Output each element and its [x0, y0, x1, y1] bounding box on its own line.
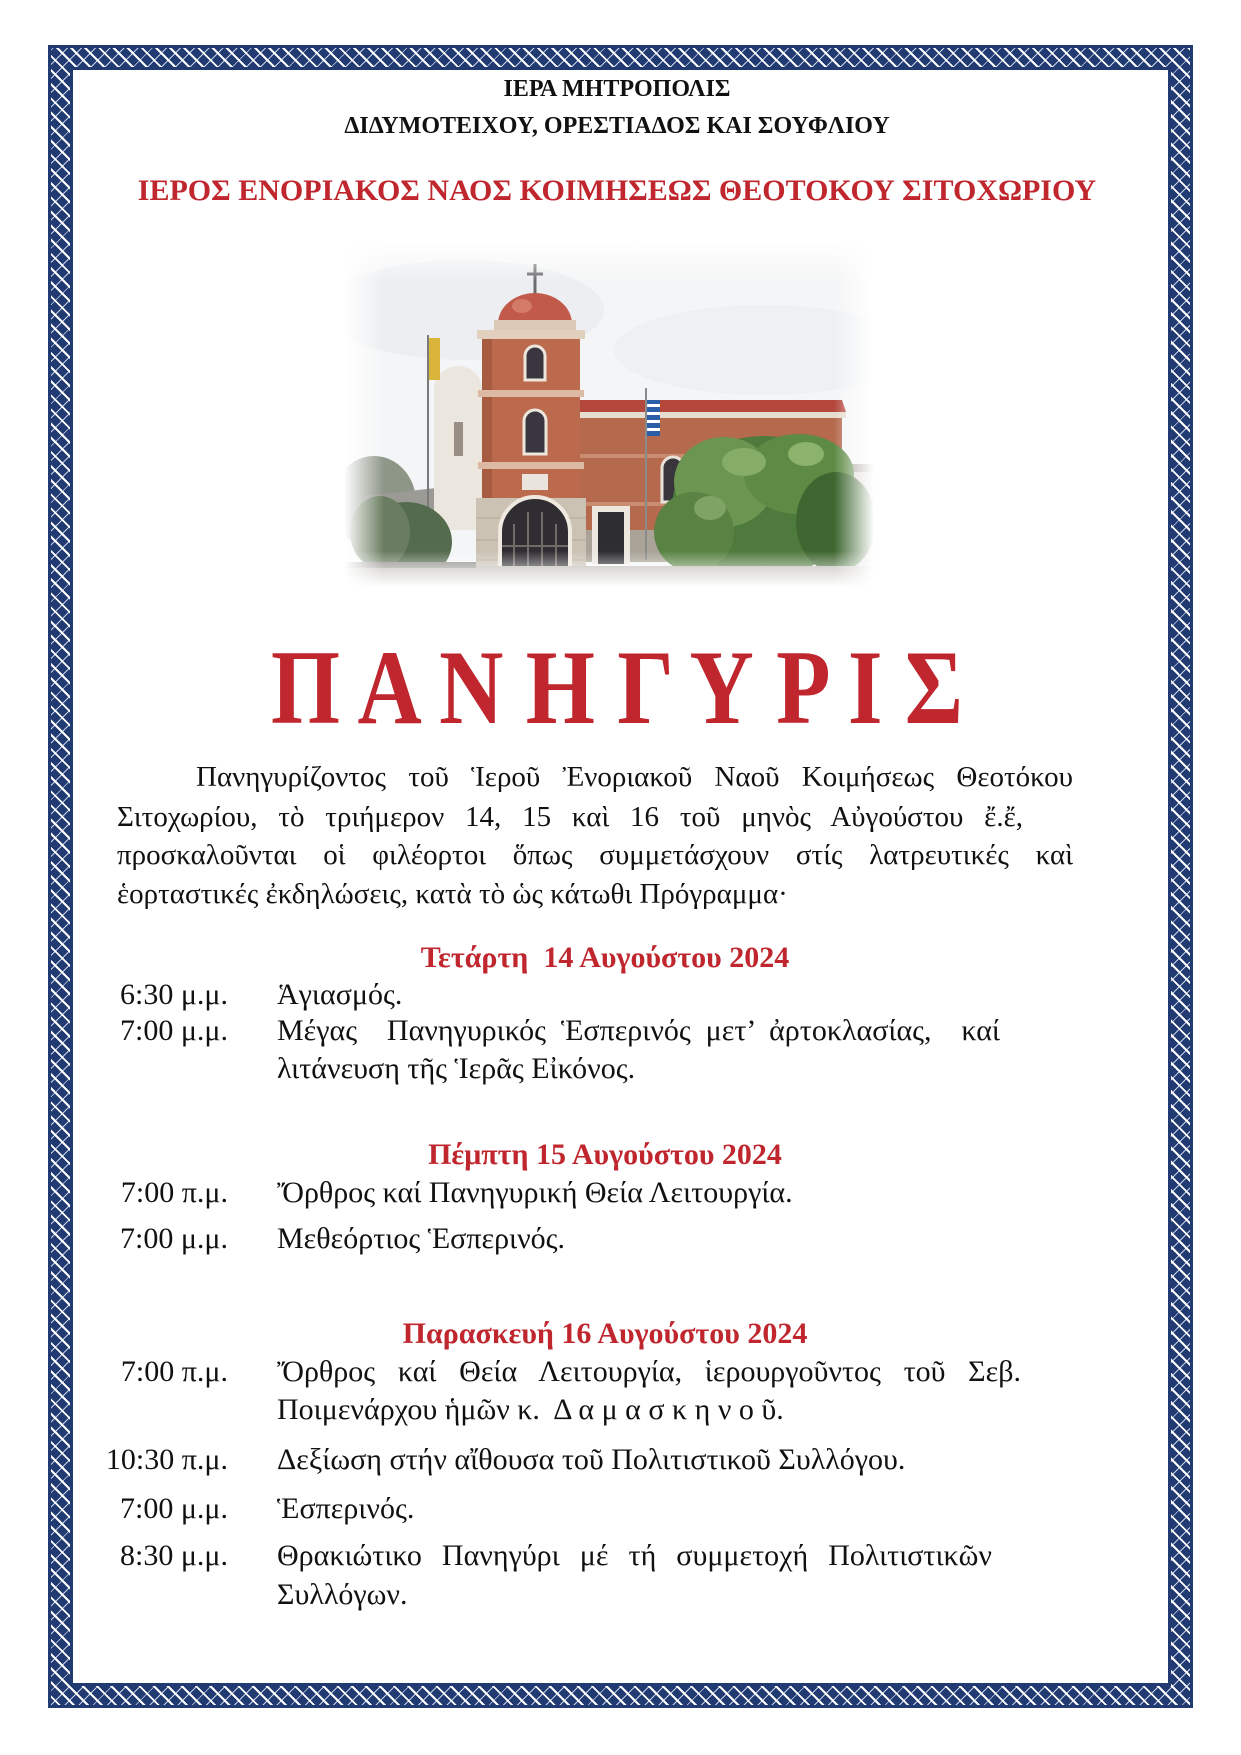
intro-line-1: Πανηγυρίζοντος τοῦ Ἱεροῦ Ἐνοριακοῦ Ναοῦ Κοιμήσεως Θεοτόκου	[196, 761, 1073, 793]
event-description-line: Δεξίωση στήν αἴθουσα τοῦ Πολιτιστικοῦ Συλλόγου.	[277, 1443, 906, 1476]
main-title-text: Π Α Ν Η Γ Υ Ρ Ι Σ	[270, 629, 964, 746]
day-heading-wednesday: Τετάρτη 14 Αυγούστου 2024	[420, 941, 790, 974]
event-time: 10:30 π.μ.	[105, 1443, 228, 1476]
intro-line-3: προσκαλοῦνται οἱ φιλέορτοι ὅπως συμμετάσχουν στίς λατρευτικές καὶ	[117, 839, 1073, 871]
event-description	[277, 1353, 1157, 1429]
metropolis-heading: ΙΕΡΑ ΜΗΤΡΟΠΟΛΙΣ	[503, 76, 731, 102]
event-time: 6:30 μ.μ.	[119, 978, 228, 1011]
intro-line-4: ἑορταστικές ἐκδηλώσεις, κατὰ τὸ ὡς κάτωθι Πρόγραμμα·	[117, 878, 788, 910]
event-time: 7:00 μ.μ.	[119, 1492, 228, 1525]
dioceses-heading: ΔΙΔΥΜΟΤΕΙΧΟΥ, ΟΡΕΣΤΙΑΔΟΣ ΚΑΙ ΣΟΥΦΛΙΟΥ	[344, 113, 890, 139]
event-description-line: Μεθεόρτιος Ἑσπερινός.	[277, 1222, 566, 1255]
event-description	[277, 1220, 1157, 1258]
event-description-line: Ὄρθρος καί Θεία Λειτουργία, ἱερουργοῦντος τοῦ Σεβ.	[277, 1355, 1021, 1388]
church-illustration	[344, 240, 874, 587]
event-time: 7:00 μ.μ.	[119, 1014, 228, 1047]
event-description-line: Ἑσπερινός.	[277, 1492, 415, 1525]
event-time: 7:00 π.μ.	[120, 1176, 228, 1209]
event-description	[277, 1174, 1157, 1212]
event-description-line: Ὄρθρος καί Πανηγυρική Θεία Λειτουργία.	[277, 1176, 793, 1209]
event-time: 7:00 π.μ.	[120, 1355, 228, 1388]
church-photo	[344, 240, 874, 587]
event-time: 8:30 μ.μ.	[119, 1539, 228, 1572]
event-description	[277, 1441, 1157, 1479]
event-description-line: λιτάνευση τῆς Ἱερᾶς Εἰκόνος.	[277, 1052, 636, 1085]
intro-line-2: Σιτοχωρίου, τὸ τριήμερον 14, 15 καὶ 16 τοῦ μηνὸς Αὐγούστου ἔ.ἔ,	[117, 801, 1023, 833]
event-description-line: Ἁγιασμός.	[277, 978, 403, 1011]
church-title: ΙΕΡΟΣ ΕΝΟΡΙΑΚΟΣ ΝΑΟΣ ΚΟΙΜΗΣΕΩΣ ΘΕΟΤΟΚΟΥ ΣΙΤΟΧΩΡΙΟΥ	[137, 174, 1097, 207]
event-description	[277, 976, 1157, 1014]
main-title	[72, 628, 1162, 748]
event-description-line: Θρακιώτικο Πανηγύρι μέ τή συμμετοχή Πολιτιστικῶν	[277, 1539, 992, 1572]
day-heading-thursday: Πέμπτη 15 Αυγούστου 2024	[428, 1138, 782, 1171]
event-description-line: Ποιμενάρχου ἡμῶν κ. Δ α μ α σ κ η ν ο ῦ.	[277, 1393, 784, 1426]
event-description-line: Μέγας Πανηγυρικός Ἑσπερινός μετ’ ἀρτοκλασίας, καί	[277, 1014, 1000, 1047]
event-description	[277, 1490, 1157, 1528]
day-heading-friday: Παρασκευή 16 Αυγούστου 2024	[402, 1317, 808, 1350]
event-description	[277, 1537, 1157, 1614]
trees-right	[654, 434, 874, 576]
event-time: 7:00 μ.μ.	[119, 1222, 228, 1255]
event-description-line: Συλλόγων.	[277, 1578, 408, 1611]
event-description	[277, 1012, 1157, 1088]
